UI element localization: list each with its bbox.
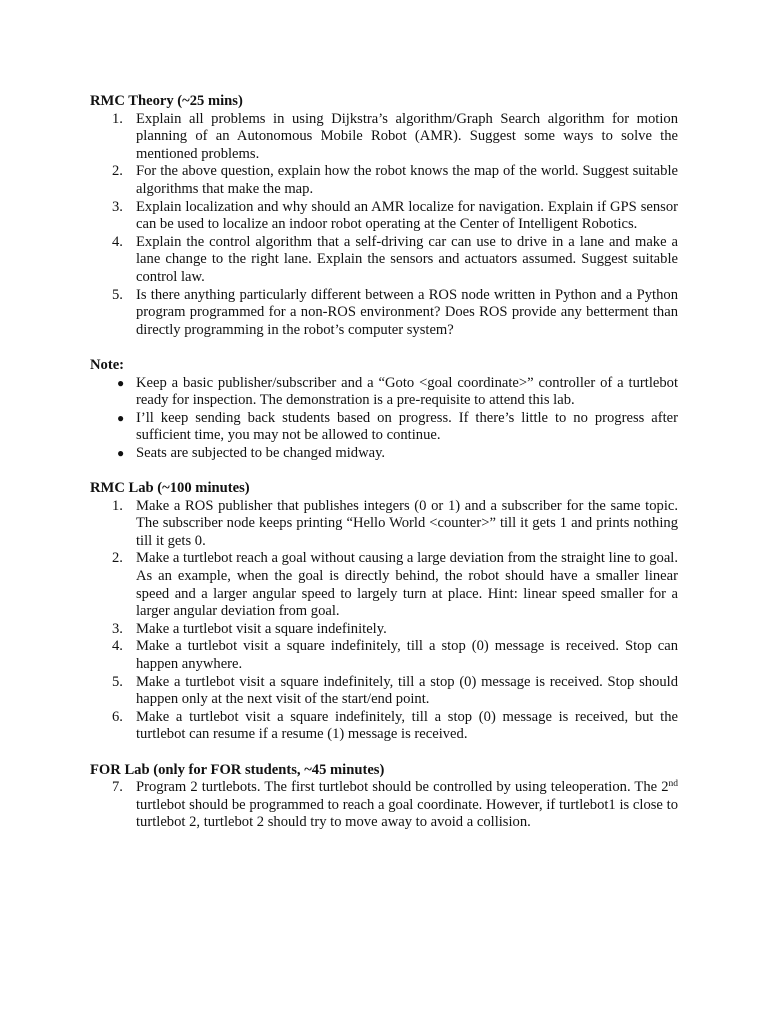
rmc-theory-list bbox=[90, 111, 678, 340]
list-item bbox=[90, 674, 678, 709]
item-text: Make a turtlebot visit a square indefinitely, till a stop (0) message is received. Stop can happen anywhere. bbox=[136, 638, 678, 672]
item-number: 5. bbox=[112, 673, 123, 690]
list-item bbox=[90, 779, 678, 832]
item-text: I’ll keep sending back students based on progress. If there’s little to no progress after sufficient time, you may not be allowed to continue. bbox=[136, 409, 678, 444]
item-number: 7. bbox=[112, 779, 123, 796]
list-item bbox=[90, 234, 678, 287]
item-text: Is there anything particularly different between a ROS node written in Python and a Python program programmed for a non-ROS environment? Does ROS provide any betterment than directly programming in the robot’s computer system? bbox=[136, 286, 678, 338]
item-text: Make a turtlebot reach a goal without causing a large deviation from the straight line to goal. As an example, when the goal is directly behind, the robot should have a smaller linear speed and a larger angular speed to largely turn at place. Hint: linear speed smaller for a larger angular deviation from goal. bbox=[136, 550, 678, 620]
item-text: For the above question, explain how the robot knows the map of the world. Suggest suitable algorithms that make the map. bbox=[136, 163, 678, 197]
item-number: 1. bbox=[112, 110, 123, 127]
document-content bbox=[90, 93, 678, 832]
rmc-theory-heading: RMC Theory (~25 mins) bbox=[90, 93, 243, 109]
bullet-icon: ● bbox=[117, 375, 125, 390]
section-spacer bbox=[90, 339, 678, 357]
list-item bbox=[90, 709, 678, 744]
item-text: Make a turtlebot visit a square indefinitely, till a stop (0) message is received, but the turtlebot can resume if a resume (1) message is received. bbox=[136, 708, 678, 743]
note-list bbox=[90, 375, 678, 463]
list-item bbox=[90, 621, 678, 639]
bullet-icon: ● bbox=[117, 445, 125, 460]
bullet-item bbox=[90, 375, 678, 410]
bullet-item bbox=[90, 445, 678, 463]
item-number: 6. bbox=[112, 708, 123, 725]
item-number: 2. bbox=[112, 550, 123, 567]
item-text-start: Program 2 turtlebots. The first turtlebot should be controlled by using teleoperation. The 2 bbox=[136, 779, 669, 796]
list-item bbox=[90, 199, 678, 234]
list-item bbox=[90, 163, 678, 198]
for-lab-heading: FOR Lab (only for FOR students, ~45 minutes) bbox=[90, 761, 385, 778]
rmc-lab-heading: RMC Lab (~100 minutes) bbox=[90, 480, 250, 497]
list-item bbox=[90, 287, 678, 340]
for-lab-list bbox=[90, 779, 678, 832]
item-text: Keep a basic publisher/subscriber and a “Goto <goal coordinate>” controller of a turtlebot ready for inspection. The demonstration is a pre-requisite to attend this lab. bbox=[136, 374, 678, 409]
note-heading: Note: bbox=[90, 356, 125, 373]
list-item bbox=[90, 638, 678, 673]
bullet-item bbox=[90, 410, 678, 445]
section-spacer bbox=[90, 462, 678, 480]
rmc-lab-list bbox=[90, 498, 678, 744]
item-number: 1. bbox=[112, 497, 123, 514]
item-text: Make a turtlebot visit a square indefinitely, till a stop (0) message is received. Stop should happen only at the next visit of the start/end point. bbox=[136, 673, 678, 708]
item-number: 3. bbox=[112, 620, 123, 637]
item-text: Explain localization and why should an AMR localize for navigation. Explain if GPS sensor can be used to localize an indoor robot operating at the Center of Intelligent Robotics. bbox=[136, 198, 678, 233]
item-number: 2. bbox=[112, 163, 123, 180]
item-text: Explain all problems in using Dijkstra’s algorithm/Graph Search algorithm for motion planning of an Autonomous Mobile Robot (AMR). Suggest some ways to solve the mentioned problems. bbox=[136, 110, 678, 162]
list-item bbox=[90, 111, 678, 164]
bullet-icon: ● bbox=[117, 410, 125, 425]
item-text: Explain the control algorithm that a self-driving car can use to drive in a lane and make a lane change to the right lane. Explain the sensors and actuators assumed. Suggest suitable control law. bbox=[136, 233, 678, 285]
item-number: 3. bbox=[112, 198, 123, 215]
item-text-end: turtlebot should be programmed to reach a goal coordinate. However, if turtlebot1 is close to turtlebot 2, turtlebot 2 should try to move away to avoid a collision. bbox=[136, 796, 678, 831]
item-text: Seats are subjected to be changed midway. bbox=[136, 444, 386, 461]
item-number: 4. bbox=[112, 638, 123, 655]
list-item bbox=[90, 550, 678, 620]
item-text: Make a ROS publisher that publishes integers (0 or 1) and a subscriber for the same topic. The subscriber node keeps printing “Hello World <counter>” till it gets 1 and prints nothing till it gets 0. bbox=[136, 497, 678, 549]
item-number: 4. bbox=[112, 233, 123, 250]
item-number: 5. bbox=[112, 286, 123, 303]
section-spacer bbox=[90, 744, 678, 762]
item-text: Make a turtlebot visit a square indefinitely. bbox=[136, 620, 387, 637]
ordinal-superscript: nd bbox=[668, 779, 678, 790]
list-item bbox=[90, 498, 678, 551]
